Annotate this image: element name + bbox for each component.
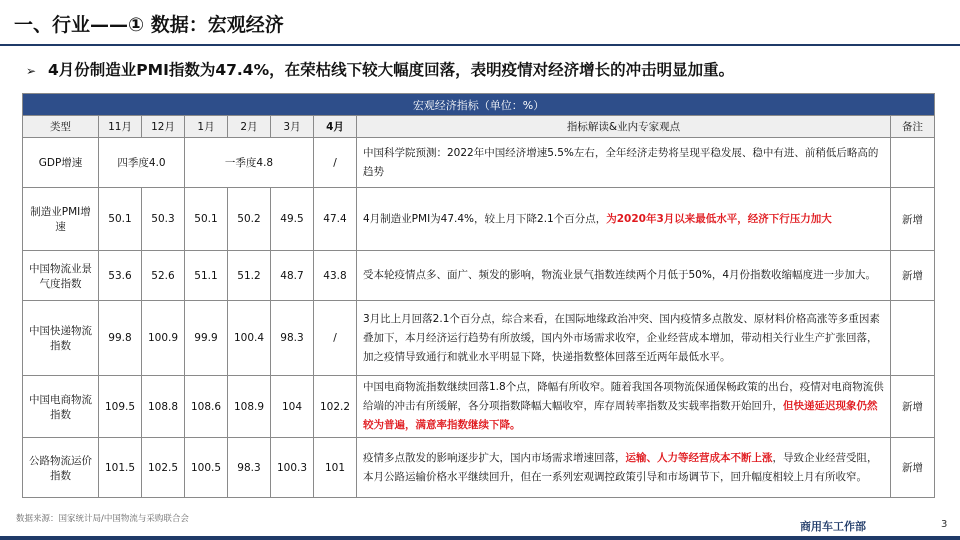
table-row — [23, 251, 935, 301]
table-cell: 50.3 — [142, 188, 185, 251]
table-cell: 100.5 — [185, 438, 228, 498]
note-cell: 新增 — [891, 376, 935, 438]
commentary-text: 中国科学院预测：2022年中国经济增速5.5%左右，全年经济走势将呈现平稳发展、稳中有进、前稍低后略高的趋势 — [363, 146, 879, 178]
note-cell — [891, 301, 935, 376]
commentary-highlight: 但快递延迟现象仍然较为普遍，满意率指数继续下降。 — [363, 400, 878, 431]
footer-divider — [0, 536, 960, 540]
table-header-row — [23, 116, 935, 138]
macro-indicator-table — [22, 93, 935, 498]
page-number: 3 — [941, 519, 948, 530]
note-cell: 新增 — [891, 188, 935, 251]
commentary-text: 3月比上月回落2.1个百分点，综合来看，在国际地缘政治冲突、国内疫情多点散发、原材料价格高涨等多重因素叠加下，本月经济运行趋势有所放缓，国内外市场需求收窄，企业经营成本增加，带动相关行业生产扩张回落，加之疫情导致通行和就业水平明显下降，快递指数整体回落至近两年最低水平。 — [363, 312, 880, 363]
commentary-cell — [357, 376, 891, 438]
column-header: 11月 — [99, 116, 142, 138]
commentary-highlight: 为2020年3月以来最低水平，经济下行压力加大 — [606, 212, 832, 225]
commentary-text: 疫情多点散发的影响逐步扩大，国内市场需求增速回落， — [363, 451, 626, 464]
row-label: 中国快递物流指数 — [23, 301, 99, 376]
table-cell: 51.1 — [185, 251, 228, 301]
column-header: 2月 — [228, 116, 271, 138]
row-label: 中国物流业景气度指数 — [23, 251, 99, 301]
commentary-cell — [357, 251, 891, 301]
table-cell: 98.3 — [271, 301, 314, 376]
column-header: 类型 — [23, 116, 99, 138]
table-row — [23, 376, 935, 438]
column-header: 12月 — [142, 116, 185, 138]
column-header: 4月 — [314, 116, 357, 138]
table-cell: 99.9 — [185, 301, 228, 376]
table-cell: 48.7 — [271, 251, 314, 301]
table-row — [23, 188, 935, 251]
table-cell: 47.4 — [314, 188, 357, 251]
title-divider — [0, 44, 960, 46]
note-cell: 新增 — [891, 251, 935, 301]
commentary-cell — [357, 301, 891, 376]
table-cell: 49.5 — [271, 188, 314, 251]
column-header: 1月 — [185, 116, 228, 138]
table-caption: 宏观经济指标（单位：%） — [23, 94, 935, 116]
table-cell: 108.9 — [228, 376, 271, 438]
headline-text: 4月份制造业PMI指数为47.4%，在荣枯线下较大幅度回落，表明疫情对经济增长的冲击明显加重。 — [48, 61, 735, 79]
table-cell: 102.5 — [142, 438, 185, 498]
table-row — [23, 438, 935, 498]
table-cell: 98.3 — [228, 438, 271, 498]
table-cell: 101 — [314, 438, 357, 498]
column-header: 备注 — [891, 116, 935, 138]
table-cell: 99.8 — [99, 301, 142, 376]
table-cell: 50.2 — [228, 188, 271, 251]
commentary-text: ，导致企业经营受阻，本月公路运输价格水平继续回升，但在一系列宏观调控政策引导和市场调节下，回升幅度相较上月有所收窄。 — [363, 451, 878, 483]
table-cell: 43.8 — [314, 251, 357, 301]
commentary-highlight: 运输、人力等经营成本不断上涨 — [625, 451, 773, 464]
column-header: 3月 — [271, 116, 314, 138]
commentary-cell — [357, 188, 891, 251]
data-source: 数据来源：国家统计局/中国物流与采购联合会 — [16, 514, 189, 524]
commentary-text: 受本轮疫情点多、面广、频发的影响，物流业景气指数连续两个月低于50%，4月份指数收缩幅度进一步加大。 — [363, 269, 877, 281]
table-cell: 51.2 — [228, 251, 271, 301]
note-cell — [891, 138, 935, 188]
table-cell: 50.1 — [99, 188, 142, 251]
table-cell: 100.3 — [271, 438, 314, 498]
row-label: 公路物流运价指数 — [23, 438, 99, 498]
commentary-text: 中国电商物流指数继续回落1.8个点，降幅有所收窄。随着我国各项物流保通保畅政策的出台，疫情对电商物流供给端的冲击有所缓解，各分项指数降幅大幅收窄，库存周转率指数及实载率指数开始回升， — [363, 381, 884, 412]
table-cell: 101.5 — [99, 438, 142, 498]
table-row — [23, 301, 935, 376]
row-label: GDP增速 — [23, 138, 99, 188]
table-cell: 108.6 — [185, 376, 228, 438]
table-cell: 108.8 — [142, 376, 185, 438]
table-cell: 100.4 — [228, 301, 271, 376]
row-label: 制造业PMI增速 — [23, 188, 99, 251]
table-cell: / — [314, 138, 357, 188]
table-cell: 52.6 — [142, 251, 185, 301]
table-cell: 四季度4.0 — [99, 138, 185, 188]
note-cell: 新增 — [891, 438, 935, 498]
table-cell: / — [314, 301, 357, 376]
table-cell: 一季度4.8 — [185, 138, 314, 188]
department-label: 商用车工作部 — [800, 520, 866, 533]
table-cell: 100.9 — [142, 301, 185, 376]
commentary-text: 4月制造业PMI为47.4%，较上月下降2.1个百分点， — [363, 212, 607, 225]
commentary-cell — [357, 438, 891, 498]
table-cell: 104 — [271, 376, 314, 438]
table-cell: 53.6 — [99, 251, 142, 301]
table-cell: 50.1 — [185, 188, 228, 251]
table-row — [23, 138, 935, 188]
table-cell: 109.5 — [99, 376, 142, 438]
arrow-bullet-icon: ➢ — [26, 64, 37, 78]
column-header: 指标解读&业内专家观点 — [357, 116, 891, 138]
headline — [26, 58, 734, 80]
page-title: 一、行业——① 数据：宏观经济 — [14, 14, 284, 36]
table-cell: 102.2 — [314, 376, 357, 438]
commentary-cell — [357, 138, 891, 188]
row-label: 中国电商物流指数 — [23, 376, 99, 438]
